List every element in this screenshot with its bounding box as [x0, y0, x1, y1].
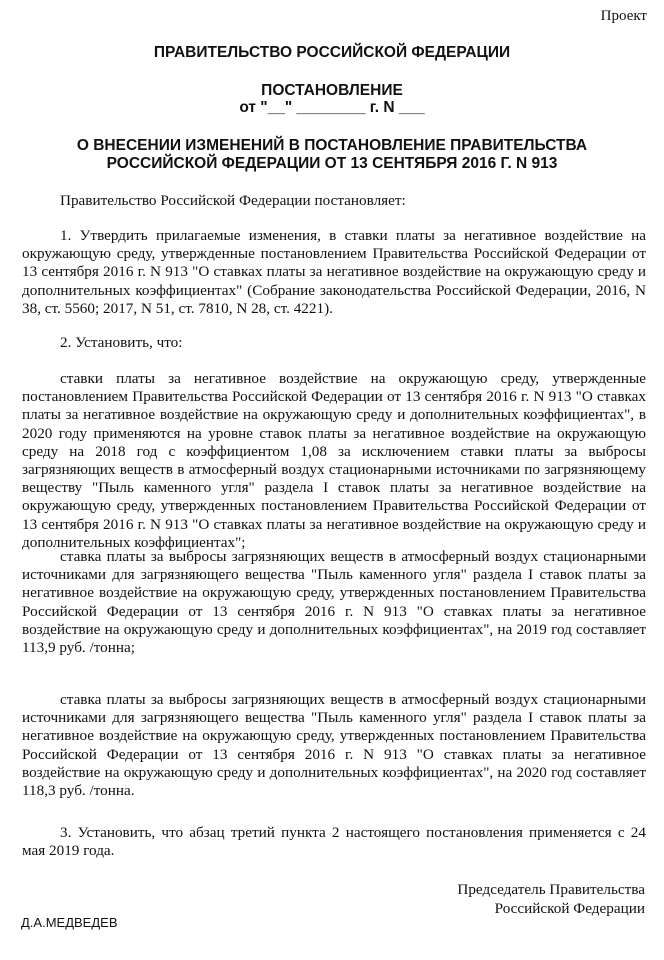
doc-type-heading: ПОСТАНОВЛЕНИЕ [261, 82, 403, 99]
preamble: Правительство Российской Федерации постановляет: [60, 192, 406, 209]
signature-title-line-2: Российской Федерации [494, 900, 645, 917]
date-number-line: от "__" ________ г. N ___ [239, 99, 425, 116]
paragraph-2: 2. Установить, что: [60, 334, 183, 351]
title-line-2: РОССИЙСКОЙ ФЕДЕРАЦИИ ОТ 13 СЕНТЯБРЯ 2016 Г. N 913 [106, 155, 558, 172]
government-heading: ПРАВИТЕЛЬСТВО РОССИЙСКОЙ ФЕДЕРАЦИИ [153, 44, 511, 61]
signature-block [457, 880, 645, 918]
paragraph-3: 3. Установить, что абзац третий пункта 2 настоящего постановления применяется с 24 мая 2019 года. [22, 824, 646, 860]
paragraph-1: 1. Утвердить прилагаемые изменения, в ставки платы за негативное воздействие на окружающую среду, утвержденные постановлением Правительства Российской Федерации от 13 сентября 2016 г. N 913 "О ставках платы за негативное воздействие на окружающую среду и дополнительных коэффициентах" (Собрание законодательства Российской Федерации, 2016, N 38, ст. 5560; 2017, N 51, ст. 7810, N 28, ст. 4221). [22, 227, 646, 317]
signatory-name: Д.А.МЕДВЕДЕВ [21, 915, 118, 930]
draft-label: Проект [600, 8, 647, 24]
paragraph-2-clause-3: ставка платы за выбросы загрязняющих веществ в атмосферный воздух стационарными источниками для загрязняющего вещества "Пыль каменного угля" раздела I ставок платы за негативное воздействие на окружающую среду, утвержденных постановлением Правительства Российской Федерации от 13 сентября 2016 г. N 913 "О ставках платы за негативное воздействие на окружающую среду и дополнительных коэффициентах", на 2020 год составляет 118,3 руб. /тонна. [22, 691, 646, 800]
paragraph-2-clause-1: ставки платы за негативное воздействие на окружающую среду, утвержденные постановлением Правительства Российской Федерации от 13 сентября 2016 г. N 913 "О ставках платы за негативное воздействие на окружающую среду и дополнительных коэффициентах", в 2020 году применяются на уровне ставок платы за негативное воздействие на окружающую среду на 2018 год с коэффициентом 1,08 за исключением ставки платы за выбросы загрязняющих веществ в атмосферный воздух стационарными источниками по загрязняющему веществу "Пыль каменного угля" раздела I ставок платы за негативное воздействие на окружающую среду, утвержденных постановлением Правительства Российской Федерации от 13 сентября 2016 г. N 913 "О ставках платы за негативное воздействие на окружающую среду и дополнительных коэффициентах"; [22, 370, 646, 551]
title-line-1: О ВНЕСЕНИИ ИЗМЕНЕНИЙ В ПОСТАНОВЛЕНИЕ ПРАВИТЕЛЬСТВА [76, 137, 588, 154]
signature-title-line-1: Председатель Правительства [457, 881, 645, 898]
paragraph-2-clause-2: ставка платы за выбросы загрязняющих веществ в атмосферный воздух стационарными источниками для загрязняющего вещества "Пыль каменного угля" раздела I ставок платы за негативное воздействие на окружающую среду, утвержденных постановлением Правительства Российской Федерации от 13 сентября 2016 г. N 913 "О ставках платы за негативное воздействие на окружающую среду и дополнительных коэффициентах", на 2019 год составляет 113,9 руб. /тонна; [22, 548, 646, 657]
